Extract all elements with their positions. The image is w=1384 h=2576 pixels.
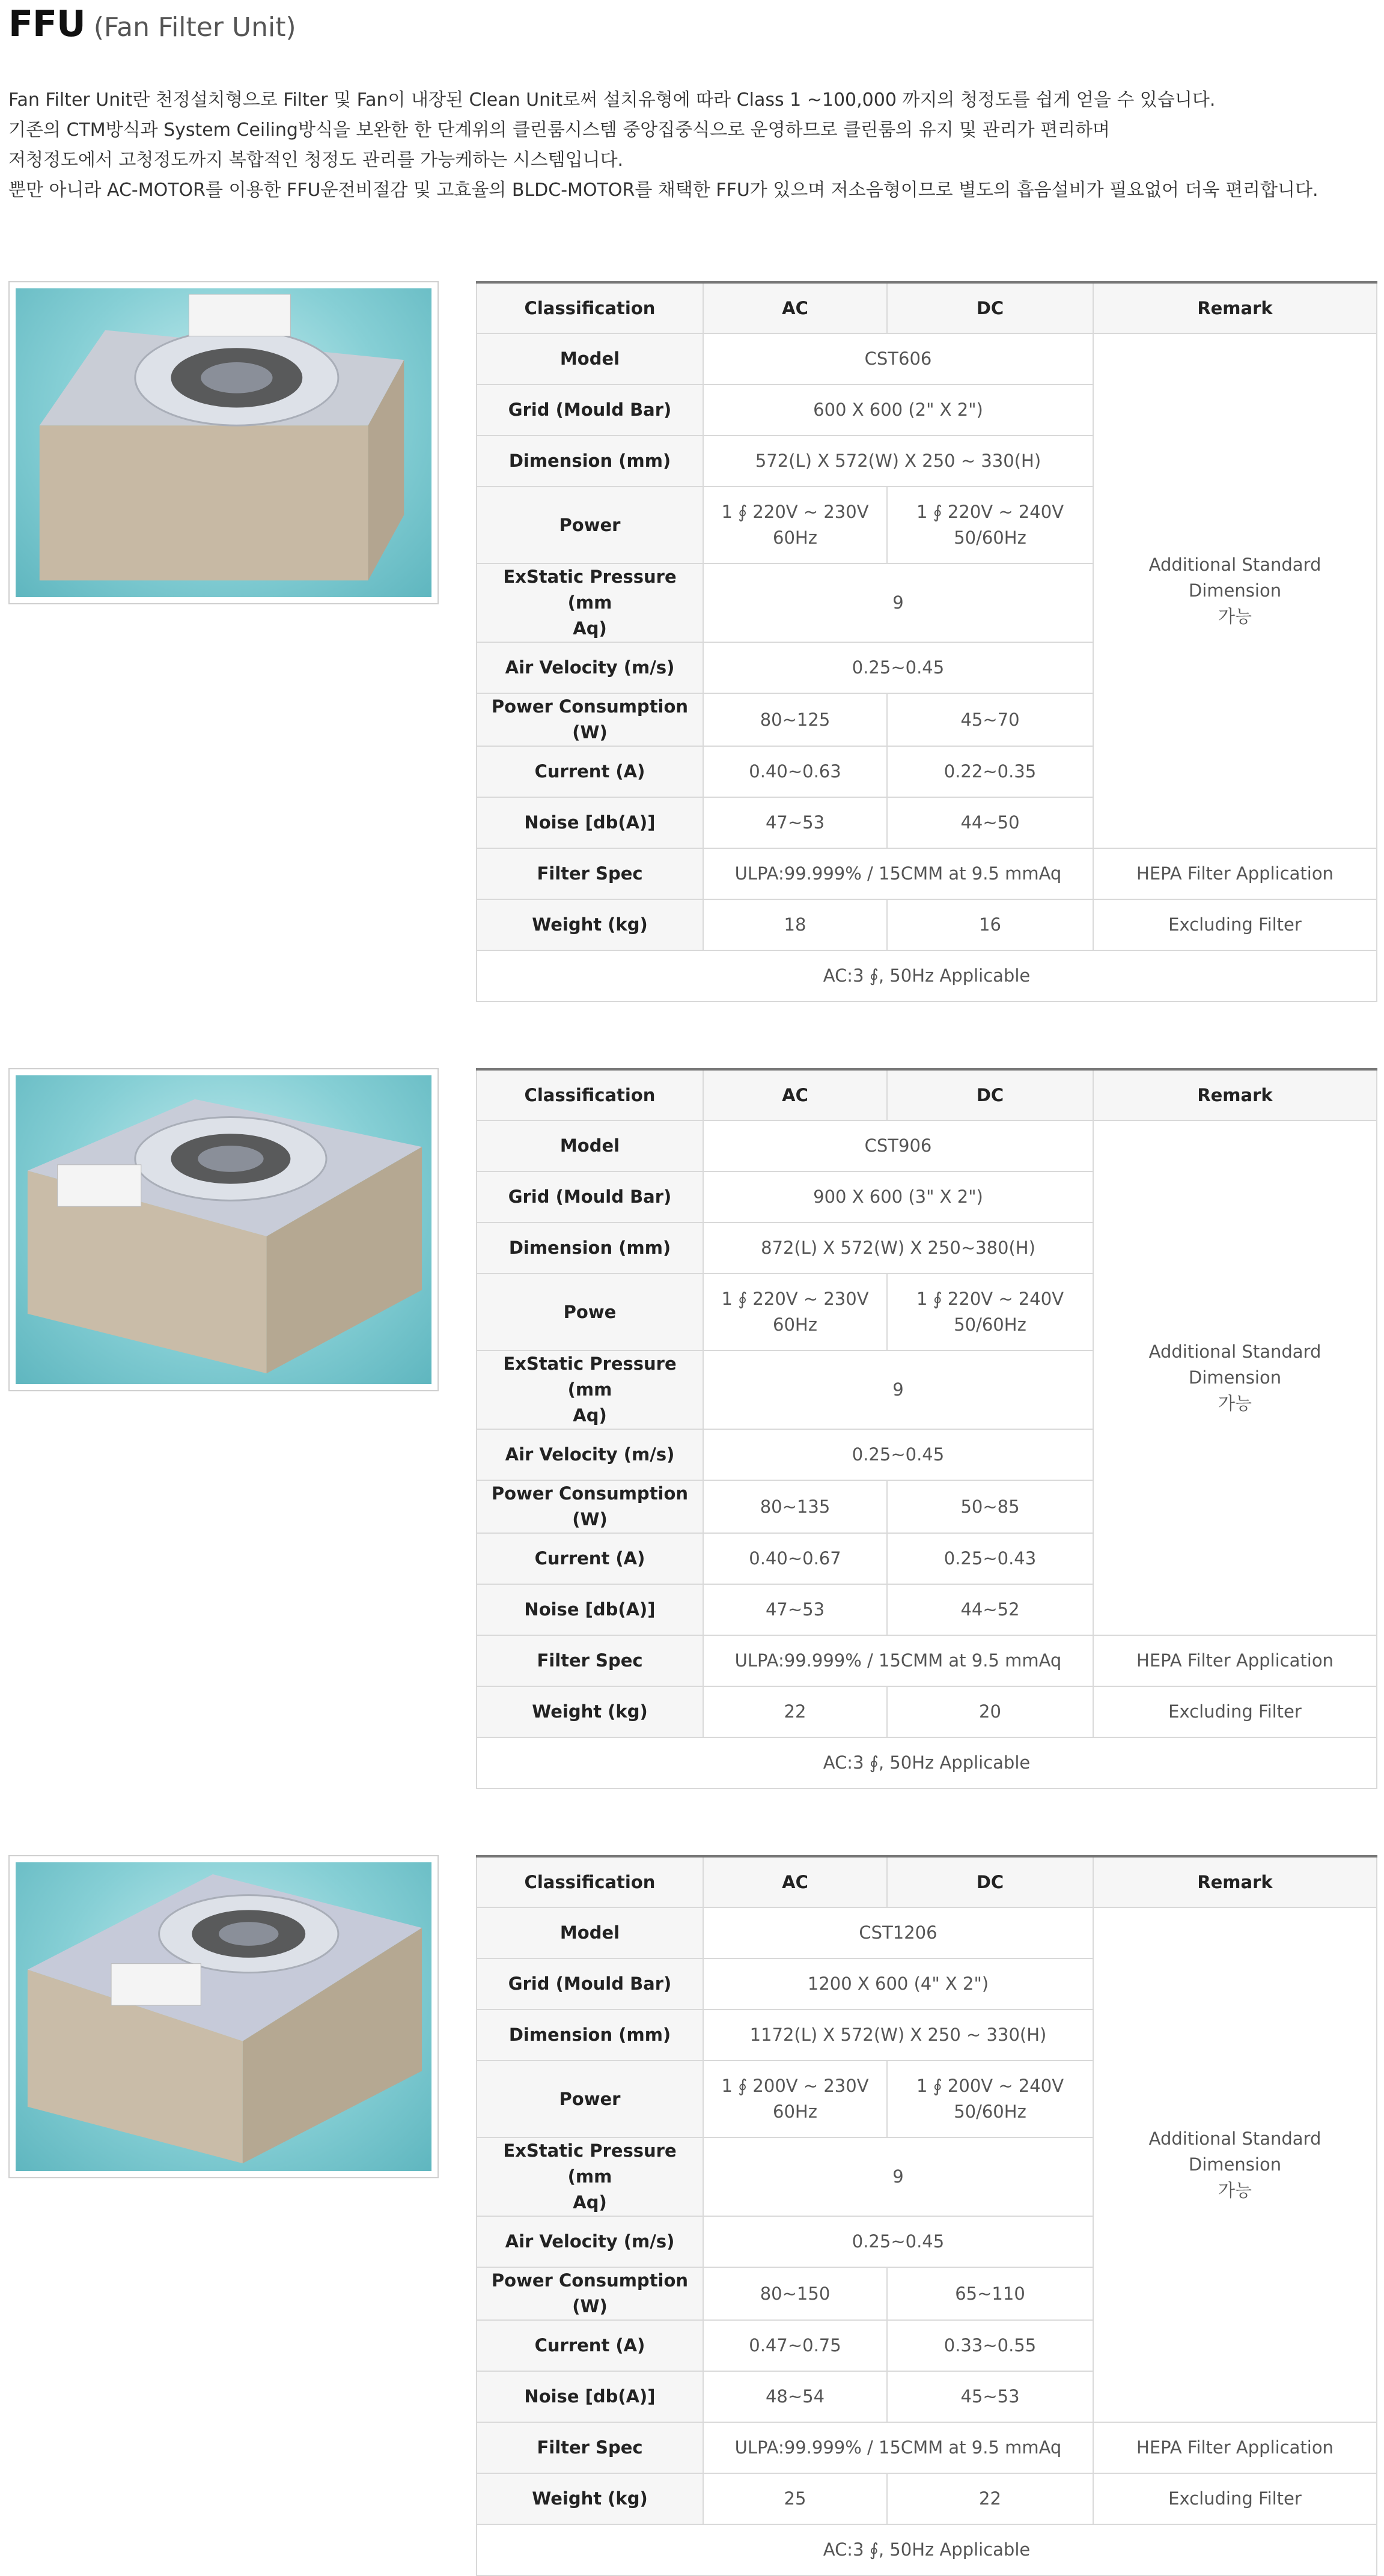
header-dc: DC	[887, 282, 1093, 333]
table-header-row	[477, 1069, 1377, 1120]
footer-note: AC:3 ∮, 50Hz Applicable	[477, 950, 1377, 1001]
intro-line: Fan Filter Unit란 천정설치형으로 Filter 및 Fan이 내장된 Clean Unit로써 설치유형에 따라 Class 1 ~100,000 까지의 청정도를 쉽게 얻을 수 있습니다.	[8, 90, 1216, 111]
header-remark: Remark	[1093, 282, 1377, 333]
row-label: Powe	[477, 1274, 703, 1350]
row-label: Dimension (mm)	[477, 1223, 703, 1274]
noise-dc-value: 45~53	[887, 2371, 1093, 2422]
consumption-dc-value: 45~70	[887, 693, 1093, 746]
row-label: Power Consumption (W)	[477, 1480, 703, 1533]
header-remark: Remark	[1093, 1069, 1377, 1120]
power-ac-value: 1 ∮ 220V ~ 230V 60Hz	[703, 1274, 887, 1350]
row-label: Weight (kg)	[477, 2473, 703, 2524]
spec-table	[476, 1068, 1377, 1789]
row-label: Grid (Mould Bar)	[477, 1958, 703, 2009]
spec-table	[476, 281, 1377, 1002]
model-value: CST1206	[703, 1907, 1093, 1958]
static-value: 9	[703, 564, 1093, 642]
dimension-value: 572(L) X 572(W) X 250 ~ 330(H)	[703, 436, 1093, 487]
grid-value: 900 X 600 (3" X 2")	[703, 1171, 1093, 1223]
weight-ac-value: 18	[703, 899, 887, 950]
noise-ac-value: 47~53	[703, 1584, 887, 1635]
row-label: Air Velocity (m/s)	[477, 2216, 703, 2267]
header-dc: DC	[887, 1856, 1093, 1907]
weight-remark: Excluding Filter	[1093, 899, 1377, 950]
row-label: Noise [db(A)]	[477, 797, 703, 848]
noise-dc-value: 44~50	[887, 797, 1093, 848]
current-ac-value: 0.40~0.67	[703, 1533, 887, 1584]
filter-remark: HEPA Filter Application	[1093, 1635, 1377, 1686]
consumption-ac-value: 80~125	[703, 693, 887, 746]
table-row	[477, 1907, 1377, 1958]
table-row	[477, 333, 1377, 384]
filter-value: ULPA:99.999% / 15CMM at 9.5 mmAq	[703, 848, 1093, 899]
table-row	[477, 2524, 1377, 2575]
current-dc-value: 0.22~0.35	[887, 746, 1093, 797]
velocity-value: 0.25~0.45	[703, 642, 1093, 693]
header-dc: DC	[887, 1069, 1093, 1120]
table-row	[477, 950, 1377, 1001]
table-row	[477, 2422, 1377, 2473]
header-ac: AC	[703, 1856, 887, 1907]
title-subtitle: (Fan Filter Unit)	[93, 12, 296, 43]
power-ac-value: 1 ∮ 220V ~ 230V 60Hz	[703, 487, 887, 564]
row-label: Grid (Mould Bar)	[477, 384, 703, 436]
row-label: Filter Spec	[477, 848, 703, 899]
consumption-ac-value: 80~135	[703, 1480, 887, 1533]
consumption-ac-value: 80~150	[703, 2267, 887, 2320]
row-label: Noise [db(A)]	[477, 1584, 703, 1635]
dimension-value: 1172(L) X 572(W) X 250 ~ 330(H)	[703, 2009, 1093, 2061]
header-classification: Classification	[477, 1069, 703, 1120]
row-label: Air Velocity (m/s)	[477, 642, 703, 693]
row-label: ExStatic Pressure (mm Aq)	[477, 1350, 703, 1429]
consumption-dc-value: 50~85	[887, 1480, 1093, 1533]
spec-table	[476, 1855, 1377, 2576]
filter-remark: HEPA Filter Application	[1093, 848, 1377, 899]
header-remark: Remark	[1093, 1856, 1377, 1907]
title-main: FFU	[8, 3, 85, 45]
consumption-dc-value: 65~110	[887, 2267, 1093, 2320]
model-value: CST906	[703, 1120, 1093, 1171]
table-header-row	[477, 1856, 1377, 1907]
filter-value: ULPA:99.999% / 15CMM at 9.5 mmAq	[703, 2422, 1093, 2473]
weight-dc-value: 22	[887, 2473, 1093, 2524]
row-label: Model	[477, 1907, 703, 1958]
row-label: Grid (Mould Bar)	[477, 1171, 703, 1223]
row-label: Power	[477, 2061, 703, 2137]
page-title	[8, 0, 296, 48]
row-label: Model	[477, 1120, 703, 1171]
product-image	[8, 281, 439, 604]
weight-remark: Excluding Filter	[1093, 2473, 1377, 2524]
dimension-value: 872(L) X 572(W) X 250~380(H)	[703, 1223, 1093, 1274]
row-label: Weight (kg)	[477, 1686, 703, 1737]
model-value: CST606	[703, 333, 1093, 384]
footer-note: AC:3 ∮, 50Hz Applicable	[477, 1737, 1377, 1788]
row-label: Model	[477, 333, 703, 384]
table-header-row	[477, 282, 1377, 333]
weight-dc-value: 20	[887, 1686, 1093, 1737]
table-row	[477, 1635, 1377, 1686]
intro-line: 기존의 CTM방식과 System Ceiling방식을 보완한 한 단계위의 클린룸시스템 중앙집중식으로 운영하므로 클린룸의 유지 및 관리가 편리하며	[8, 120, 1111, 141]
header-classification: Classification	[477, 1856, 703, 1907]
row-label: Current (A)	[477, 746, 703, 797]
intro-text	[8, 85, 1367, 205]
grid-value: 600 X 600 (2" X 2")	[703, 384, 1093, 436]
row-label: Filter Spec	[477, 2422, 703, 2473]
velocity-value: 0.25~0.45	[703, 1429, 1093, 1480]
table-row	[477, 1737, 1377, 1788]
filter-remark: HEPA Filter Application	[1093, 2422, 1377, 2473]
weight-dc-value: 16	[887, 899, 1093, 950]
header-ac: AC	[703, 282, 887, 333]
row-label: Filter Spec	[477, 1635, 703, 1686]
intro-line: 뿐만 아니라 AC-MOTOR를 이용한 FFU운전비절감 및 고효율의 BLDC-MOTOR를 채택한 FFU가 있으며 저소음형이므로 별도의 흡음설비가 필요없어 더욱 편리합니다.	[8, 180, 1318, 201]
current-ac-value: 0.47~0.75	[703, 2320, 887, 2371]
remark-cell: Additional Standard Dimension 가능	[1093, 333, 1377, 848]
row-label: Power	[477, 487, 703, 564]
current-dc-value: 0.25~0.43	[887, 1533, 1093, 1584]
row-label: Power Consumption (W)	[477, 693, 703, 746]
noise-ac-value: 47~53	[703, 797, 887, 848]
row-label: Current (A)	[477, 1533, 703, 1584]
row-label: ExStatic Pressure (mm Aq)	[477, 564, 703, 642]
weight-ac-value: 25	[703, 2473, 887, 2524]
table-row	[477, 2473, 1377, 2524]
table-row	[477, 899, 1377, 950]
row-label: Air Velocity (m/s)	[477, 1429, 703, 1480]
header-ac: AC	[703, 1069, 887, 1120]
remark-cell: Additional Standard Dimension 가능	[1093, 1120, 1377, 1635]
row-label: Dimension (mm)	[477, 2009, 703, 2061]
table-row	[477, 848, 1377, 899]
static-value: 9	[703, 1350, 1093, 1429]
table-row	[477, 1120, 1377, 1171]
row-label: Weight (kg)	[477, 899, 703, 950]
filter-value: ULPA:99.999% / 15CMM at 9.5 mmAq	[703, 1635, 1093, 1686]
remark-cell: Additional Standard Dimension 가능	[1093, 1907, 1377, 2422]
weight-remark: Excluding Filter	[1093, 1686, 1377, 1737]
row-label: ExStatic Pressure (mm Aq)	[477, 2137, 703, 2216]
intro-line: 저청정도에서 고청정도까지 복합적인 청정도 관리를 가능케하는 시스템입니다.	[8, 150, 624, 171]
footer-note: AC:3 ∮, 50Hz Applicable	[477, 2524, 1377, 2575]
current-ac-value: 0.40~0.63	[703, 746, 887, 797]
row-label: Current (A)	[477, 2320, 703, 2371]
static-value: 9	[703, 2137, 1093, 2216]
grid-value: 1200 X 600 (4" X 2")	[703, 1958, 1093, 2009]
table-row	[477, 1686, 1377, 1737]
power-dc-value: 1 ∮ 200V ~ 240V 50/60Hz	[887, 2061, 1093, 2137]
noise-dc-value: 44~52	[887, 1584, 1093, 1635]
current-dc-value: 0.33~0.55	[887, 2320, 1093, 2371]
row-label: Power Consumption (W)	[477, 2267, 703, 2320]
power-ac-value: 1 ∮ 200V ~ 230V 60Hz	[703, 2061, 887, 2137]
product-image	[8, 1068, 439, 1391]
power-dc-value: 1 ∮ 220V ~ 240V 50/60Hz	[887, 487, 1093, 564]
power-dc-value: 1 ∮ 220V ~ 240V 50/60Hz	[887, 1274, 1093, 1350]
weight-ac-value: 22	[703, 1686, 887, 1737]
velocity-value: 0.25~0.45	[703, 2216, 1093, 2267]
product-image	[8, 1855, 439, 2178]
row-label: Noise [db(A)]	[477, 2371, 703, 2422]
noise-ac-value: 48~54	[703, 2371, 887, 2422]
row-label: Dimension (mm)	[477, 436, 703, 487]
header-classification: Classification	[477, 282, 703, 333]
